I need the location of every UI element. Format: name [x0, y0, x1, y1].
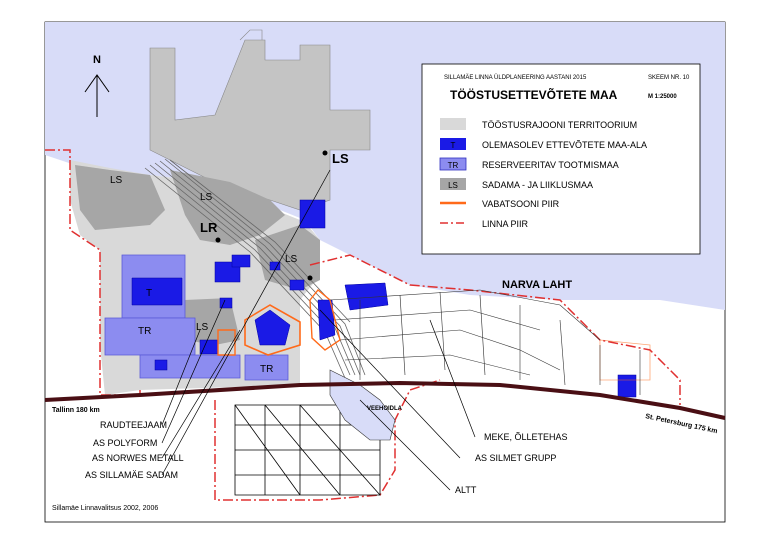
credit-text: Sillamäe Linnavalitsus 2002, 2006 — [52, 505, 159, 512]
legend-label-industry: TÖÖSTUSRAJOONI TERRITOORIUM — [482, 120, 638, 130]
legend-label-free-zone: VABATSOONI PIIR — [482, 199, 560, 209]
legend-swatch-existing-code: T — [450, 141, 456, 150]
legend-header-right: SKEEM NR. 10 — [648, 75, 690, 81]
legend-label-existing: OLEMASOLEV ETTEVÕTETE MAA-ALA — [482, 140, 648, 150]
sea-label: NARVA LAHT — [502, 279, 573, 291]
zone-label-ls-south: LS — [196, 322, 209, 333]
zone-label-ls-north: LS — [200, 192, 213, 203]
zone-label-ls-east: LS — [285, 254, 298, 265]
callout-railway-station: RAUDTEEJAAM — [100, 420, 168, 430]
stpetersburg-label: St. Petersburg 175 km — [644, 413, 718, 436]
callout-polyform: AS POLYFORM — [93, 438, 158, 448]
legend — [422, 64, 700, 254]
zone-label-ls-port: LS — [332, 151, 349, 166]
reservoir-label: VEEHOIDLA — [367, 406, 403, 412]
legend-header-left: SILLAMÄE LINNA ÜLDPLANEERING AASTANI 2015 — [444, 75, 587, 81]
callout-sillamae-sadam: AS SILLAMÄE SADAM — [85, 470, 179, 480]
callout-altt: ALTT — [455, 485, 477, 495]
zone-label-tr-center: TR — [260, 364, 274, 375]
zone-label-tr-west: TR — [138, 326, 152, 337]
legend-swatch-port-code: LS — [448, 181, 458, 190]
callout-norwes-metall: AS NORWES METALL — [92, 453, 184, 463]
legend-label-reserved: RESERVEERITAV TOOTMISMAA — [482, 160, 619, 170]
zone-label-lr: LR — [200, 220, 218, 235]
zone-label-ls-west: LS — [110, 175, 123, 186]
tallinn-label: Tallinn 180 km — [52, 407, 100, 414]
callout-meke: MEKE, ÕLLETEHAS — [484, 432, 568, 442]
callout-silmet: AS SILMET GRUPP — [475, 453, 557, 463]
north-letter: N — [93, 54, 101, 66]
legend-swatch-reserved-code: TR — [447, 161, 459, 170]
legend-label-town-border: LINNA PIIR — [482, 219, 529, 229]
legend-scale: M 1:25000 — [648, 94, 677, 100]
zone-label-t: T — [146, 288, 153, 299]
legend-swatch-industry — [440, 118, 466, 130]
legend-label-port: SADAMA - JA LIIKLUSMAA — [482, 180, 594, 190]
legend-title: TÖÖSTUSETTEVÕTETE MAA — [450, 88, 618, 102]
